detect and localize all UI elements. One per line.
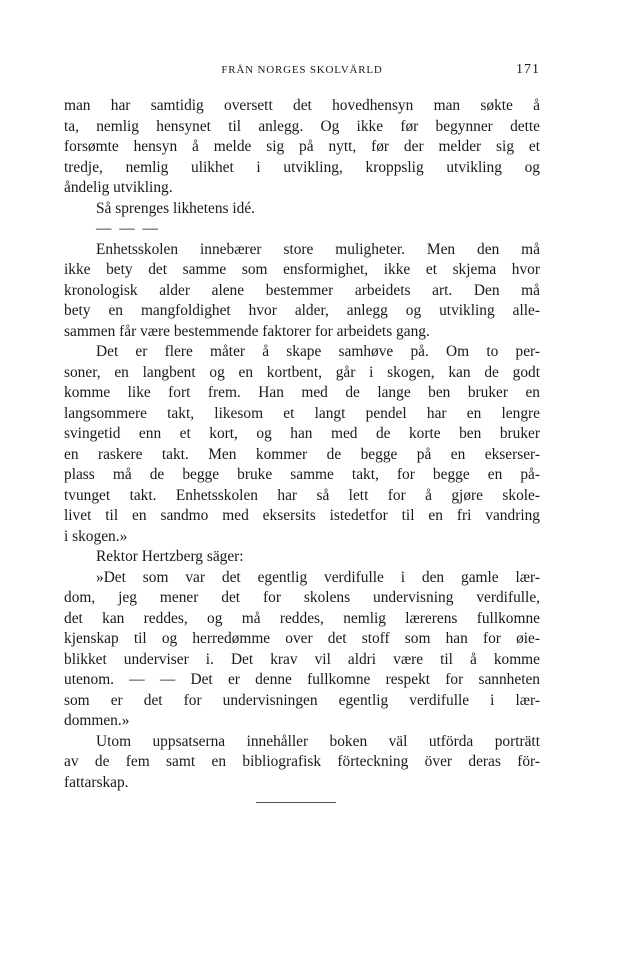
text-line: »Det som var det egentlig verdifulle i den gamle lær- bbox=[96, 568, 540, 586]
text-line: åndelig utvikling. bbox=[64, 179, 173, 196]
section-separator: — — — bbox=[96, 220, 160, 237]
text-line: ta, nemlig hensynet til anlegg. Og ikke før begynner dette bbox=[64, 117, 540, 135]
text-line: langsommere takt, likesom et langt pendel har en lengre bbox=[64, 404, 540, 422]
text-line: livet til en sandmo med eksersits istedetfor til en fri vandring bbox=[64, 507, 540, 524]
text-line: sammen får være bestemmende faktorer for arbeidets gang. bbox=[64, 322, 430, 340]
text-line: av de fem samt en bibliografisk förteckning över deras för- bbox=[64, 753, 540, 770]
text-line: Enhetsskolen innebærer store muligheter. Men den må bbox=[96, 240, 540, 258]
text-line: plass må de begge bruke samme takt, for begge en på- bbox=[64, 466, 540, 483]
page-header bbox=[64, 64, 540, 82]
text-line: det kan reddes, og må reddes, nemlig lærerens fullkomne bbox=[64, 609, 540, 627]
text-line: Rektor Hertzberg säger: bbox=[96, 548, 244, 565]
text-line: som er det for undervisningen egentlig verdifulle i lær- bbox=[64, 691, 540, 709]
text-line: svingetid enn et kort, og han med de korte ben bruker bbox=[64, 425, 540, 442]
page-number: 171 bbox=[516, 62, 540, 77]
text-line: Utom uppsatserna innehåller boken väl utförda porträtt bbox=[96, 732, 540, 750]
text-line: en raskere takt. Men kommer de begge på en ekserser- bbox=[64, 445, 540, 463]
text-line: tvunget takt. Enhetsskolen har så lett for å gjøre skole- bbox=[64, 486, 540, 504]
text-line: ikke bety det samme som ensformighet, ikke et skjema hvor bbox=[64, 261, 540, 278]
text-line: forsømte hensyn å melde sig på nytt, før der melder sig et bbox=[64, 138, 540, 155]
text-line: blikket underviser i. Det krav vil aldri være til å komme bbox=[64, 650, 540, 668]
text-line: dommen.» bbox=[64, 712, 130, 729]
end-rule bbox=[256, 802, 336, 803]
text-line: i skogen.» bbox=[64, 527, 128, 545]
text-line: Så sprenges likhetens idé. bbox=[96, 199, 256, 217]
text-line: bety en mangfoldighet hvor alder, anlegg og utvikling alle- bbox=[64, 302, 540, 319]
text-line: komme like fort frem. Han med de lange ben bruker en bbox=[64, 384, 540, 401]
text-line: kronologisk alder alene bestemmer arbeidets art. Den må bbox=[64, 281, 540, 299]
text-line: soner, en langbent og en kortbent, går i skogen, kan de godt bbox=[64, 363, 540, 381]
text-line: kjenskap til og herredømme over det stoff som han for øie- bbox=[64, 630, 540, 647]
text-line: man har samtidig oversett det hovedhensyn man søkte å bbox=[64, 97, 540, 114]
text-line: Det er flere måter å skape samhøve på. Om to per- bbox=[96, 343, 540, 360]
running-title: FRÅN NORGES SKOLVÄRLD bbox=[221, 64, 383, 76]
text-line: utenom. — — Det er denne fullkomne respekt for sannheten bbox=[64, 671, 540, 688]
text-line: fattarskap. bbox=[64, 773, 129, 791]
body-text bbox=[64, 96, 540, 793]
text-line: dom, jeg mener det for skolens undervisning verdifulle, bbox=[64, 589, 540, 606]
text-line: tredje, nemlig ulikhet i utvikling, kroppslig utvikling og bbox=[64, 158, 540, 176]
